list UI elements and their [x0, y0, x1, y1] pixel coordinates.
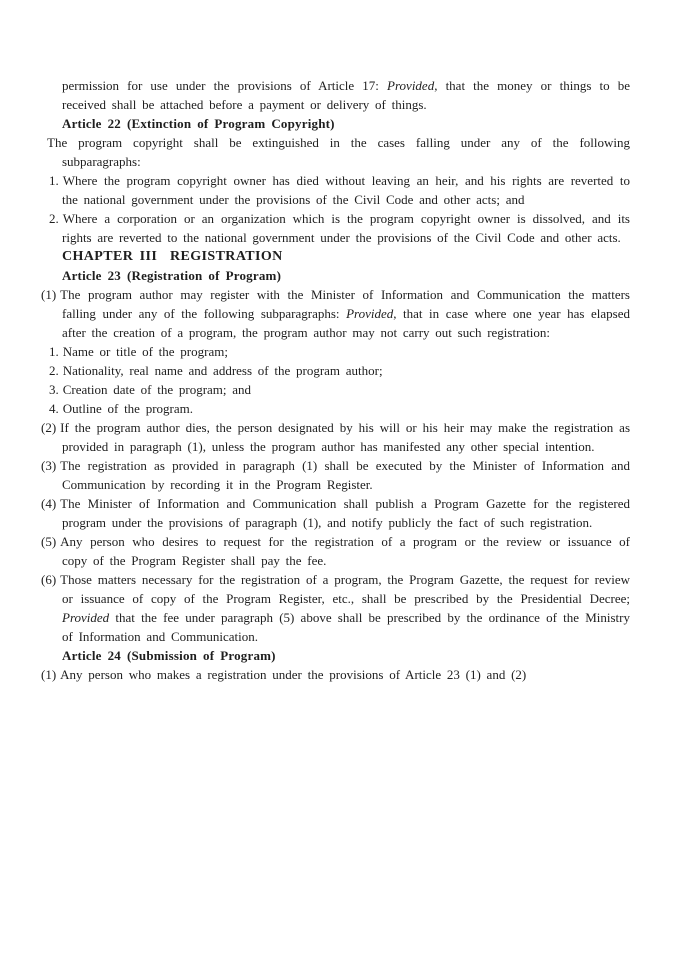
- article-22-intro: The program copyright shall be extinguished in the cases falling under any of the following subparagraphs:: [47, 135, 630, 169]
- article-24-section: [41, 646, 630, 684]
- chapter-heading: CHAPTER III REGISTRATION: [62, 249, 283, 264]
- paragraph-text: Any person who makes a registration under the provisions of Article 23 (1) and (2): [60, 667, 527, 682]
- sub-list-item: [49, 361, 630, 380]
- paragraph-6: [41, 570, 630, 646]
- sub-item-text: Creation date of the program; and: [62, 382, 252, 397]
- paragraph-number: (1): [41, 287, 57, 302]
- paragraph-continuation: permission for use under the provisions of Article 17: Provided, that the money or things to be received shall be attached before a payment or delivery of things.: [62, 78, 630, 112]
- paragraph-2: [41, 418, 630, 456]
- article-23-heading: Article 23 (Registration of Program): [62, 268, 282, 283]
- list-item-number: 1.: [49, 173, 59, 188]
- paragraph-4: [41, 494, 630, 532]
- sub-list-item: [49, 342, 630, 361]
- paragraph-number: (5): [41, 534, 57, 549]
- list-item-text: Where the program copyright owner has died without leaving an heir, and his rights are reverted to the national government under the provisions of the Civil Code and other acts; and: [62, 173, 630, 207]
- sub-item-text: Outline of the program.: [62, 401, 193, 416]
- sub-item-text: Nationality, real name and address of the program author;: [62, 363, 383, 378]
- paragraph-3: [41, 456, 630, 494]
- paragraph-number: (4): [41, 496, 57, 511]
- article-24-heading: Article 24 (Submission of Program): [62, 648, 276, 663]
- paragraph-text: Any person who desires to request for the registration of a program or the review or issuance of copy of the Program Register shall pay the fee.: [60, 534, 630, 568]
- sub-item-number: 3.: [49, 382, 59, 397]
- paragraph-5: [41, 532, 630, 570]
- paragraph-text: The Minister of Information and Communication shall publish a Program Gazette for the registered program under the provisions of paragraph (1), and notify publicly the fact of such registration.: [60, 496, 630, 530]
- sub-item-number: 1.: [49, 344, 59, 359]
- paragraph-1: [41, 665, 630, 684]
- sub-list-item: [49, 380, 630, 399]
- paragraph-1: [41, 285, 630, 342]
- article-22-heading: Article 22 (Extinction of Program Copyright): [62, 116, 335, 131]
- sub-item-number: 2.: [49, 363, 59, 378]
- article-23-section: [41, 266, 630, 646]
- list-item: [49, 209, 630, 247]
- paragraph-text: Those matters necessary for the registration of a program, the Program Gazette, the request for review or issuance of copy of the Program Register, etc., shall be prescribed by the Presidential Decree; Provided that the fee under paragraph (5) above shall be prescribed by the ordinance of the Ministry of Information and Communication.: [60, 572, 630, 644]
- paragraph-number: (1): [41, 667, 57, 682]
- sub-item-text: Name or title of the program;: [62, 344, 228, 359]
- sub-item-number: 4.: [49, 401, 59, 416]
- paragraph-number: (3): [41, 458, 57, 473]
- paragraph-text: If the program author dies, the person designated by his will or his heir may make the registration as provided in paragraph (1), unless the program author has manifested any other special intention.: [60, 420, 630, 454]
- paragraph-number: (2): [41, 420, 57, 435]
- list-item: [49, 171, 630, 209]
- article-22-section: [47, 114, 630, 247]
- list-item-text: Where a corporation or an organization which is the program copyright owner is dissolved, and its rights are reverted to the national government under the provisions of the Civil Code and other acts.: [62, 211, 630, 245]
- paragraph-number: (6): [41, 572, 57, 587]
- paragraph-text: The program author may register with the Minister of Information and Communication the matters falling under any of the following subparagraphs: Provided, that in case where one year has elapsed after the creation of a program, the program author may not carry out such registration:: [60, 287, 630, 340]
- paragraph-text: The registration as provided in paragraph (1) shall be executed by the Minister of Information and Communication by recording it in the Program Register.: [60, 458, 630, 492]
- sub-list-item: [49, 399, 630, 418]
- list-item-number: 2.: [49, 211, 59, 226]
